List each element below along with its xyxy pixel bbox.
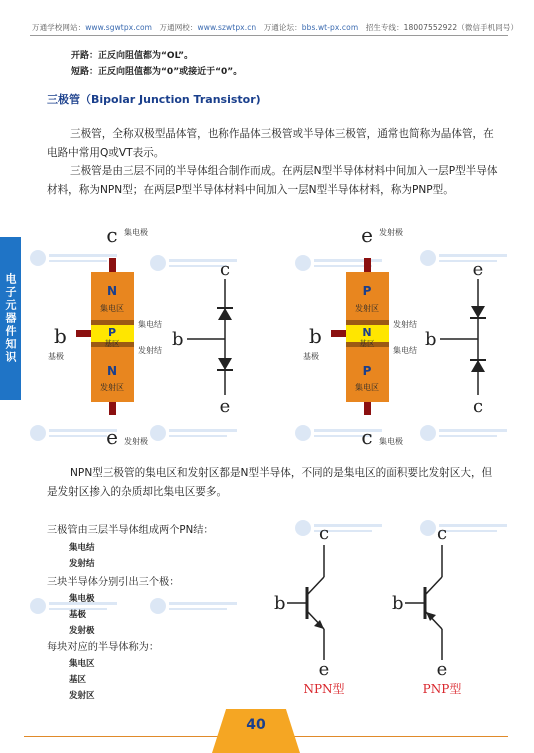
npn-top-letter: N <box>106 284 118 298</box>
page-number: 40 <box>246 717 266 733</box>
paragraph-structure: 三极管是由三层不同的半导体组合制作而成。在两层N型半导体材料中间加入一层P型半导体材料，称为NPN型；在两层P型半导体材料中间加入一层N型半导体材料，称为PNP型。 <box>47 165 498 196</box>
list-item: 集电结 <box>69 543 95 553</box>
list-item: 集电极 <box>69 594 95 604</box>
diode-triangle-icon <box>471 360 485 372</box>
diode-triangle-icon <box>218 358 232 370</box>
pnp-e-terminal: e <box>361 223 373 247</box>
npn-symbol-b: b <box>274 593 286 614</box>
open-label: 开路： <box>71 51 99 61</box>
npn-mid-region: 基区 <box>104 339 120 348</box>
open-circuit-line <box>71 48 193 61</box>
npn-collector-name: 集电极 <box>124 228 148 237</box>
pn-junctions-title: 三极管由三层半导体组成两个PN结： <box>47 525 214 536</box>
pnp-collector-junction: 集电结 <box>393 346 417 355</box>
short-text: 正反向阻值都为“0”或接近于“0”。 <box>98 67 243 77</box>
npn-b-terminal: b <box>54 324 67 348</box>
npn-eq-b: b <box>172 329 184 350</box>
npn-c-terminal: c <box>106 223 118 247</box>
npn-collector-junction: 集电结 <box>138 320 162 329</box>
list-item: 发射区 <box>69 691 95 701</box>
npn-mid-letter: P <box>107 326 117 339</box>
list-item: 基区 <box>69 675 87 685</box>
pnp-structure <box>303 223 486 449</box>
list-item: 集电区 <box>69 659 95 669</box>
pnp-eq-bottom: c <box>472 396 484 417</box>
header-forum-label: 万通论坛： <box>263 23 302 32</box>
intro-paragraphs <box>47 125 499 199</box>
page-header <box>32 22 518 33</box>
header-phone: 招生专线：18007552922（微信手机同号） <box>365 23 519 32</box>
npn-structure <box>48 223 233 449</box>
npn-emitter-junction: 发射结 <box>138 346 162 355</box>
pnp-b-terminal: b <box>309 324 322 348</box>
npn-e-terminal: e <box>106 425 118 449</box>
pnp-top-region: 发射区 <box>355 304 379 313</box>
npn-emitter-lead <box>109 402 116 415</box>
transistor-structure-diagram <box>0 215 534 455</box>
npn-bottom-region: 发射区 <box>100 383 124 392</box>
section-title: 三极管（Bipolar Junction Transistor) <box>47 93 261 106</box>
diode-triangle-icon <box>218 308 232 320</box>
pnp-bottom-region: 集电区 <box>355 383 379 392</box>
npn-collector-junction-band <box>91 320 134 325</box>
npn-base-name: 基极 <box>48 352 64 361</box>
header-netschool-link[interactable]: www.szwtpx.cn <box>197 23 257 32</box>
header-netschool-label: 万通网校： <box>159 23 198 32</box>
pnp-symbol <box>392 523 461 696</box>
pnp-emitter-lead <box>364 258 371 272</box>
npn-emitter-name: 发射极 <box>124 437 148 446</box>
npn-top-region: 集电区 <box>100 304 124 313</box>
pnp-eq-b: b <box>425 329 437 350</box>
emitter-arrow-icon <box>314 620 324 629</box>
list-item: 发射结 <box>69 559 95 569</box>
regions-title: 每块对应的半导体称为： <box>47 642 160 653</box>
diode-triangle-icon <box>471 306 485 318</box>
npn-eq-top: c <box>219 259 231 280</box>
paragraph-npn-regions: NPN型三极管的集电区和发射区都是N型半导体，不同的是集电区的面积要比发射区大，但是发射区掺入的杂质却比集电区要多。 <box>47 467 493 498</box>
npn-eq-bottom: e <box>219 396 231 417</box>
header-forum-link[interactable]: bbs.wt-px.com <box>301 23 359 32</box>
npn-bottom-letter: N <box>106 364 118 378</box>
poles-title: 三块半导体分别引出三个极： <box>47 577 180 588</box>
pnp-eq-top: e <box>472 259 484 280</box>
pnp-collector-name: 集电极 <box>379 437 403 446</box>
list-item: 基极 <box>69 610 87 620</box>
short-label: 短路： <box>71 67 99 77</box>
pnp-diode-equivalent <box>425 259 486 417</box>
pnp-mid-letter: N <box>362 326 372 339</box>
npn-symbol-e: e <box>318 659 330 680</box>
pnp-emitter-junction: 发射结 <box>393 320 417 329</box>
npn-symbol <box>274 523 345 696</box>
pnp-symbol-label: PNP型 <box>422 682 462 696</box>
npn-symbol-label: NPN型 <box>303 682 345 696</box>
npn-collector-lead <box>109 258 116 272</box>
emitter-arrow-icon <box>426 612 436 621</box>
pnp-top-letter: P <box>362 284 372 298</box>
header-site-label: 万通学校网站： <box>32 23 86 32</box>
npn-symbol-c: c <box>318 523 330 544</box>
pnp-symbol-e: e <box>436 659 448 680</box>
npn-description <box>47 464 499 501</box>
pnp-collector-lead <box>364 402 371 415</box>
pnp-emitter-junction-band <box>346 320 389 325</box>
pnp-symbol-c: c <box>436 523 448 544</box>
pnp-c-terminal: c <box>361 425 373 449</box>
paragraph-definition: 三极管，全称双极型晶体管，也称作晶体三极管或半导体三极管，通常也简称为晶体管，在电路中常用Q或VT表示。 <box>47 128 494 159</box>
npn-base-lead <box>76 330 91 337</box>
pnp-base-lead <box>331 330 346 337</box>
header-divider <box>30 35 508 36</box>
side-tab[interactable]: 电子元器件知识 <box>0 237 21 400</box>
header-site-link[interactable]: www.sgwtpx.com <box>85 23 153 32</box>
transistor-symbols <box>0 515 534 705</box>
pnp-emitter-name: 发射极 <box>379 228 403 237</box>
pnp-bottom-letter: P <box>362 364 372 378</box>
list-item: 发射极 <box>69 626 95 636</box>
pnp-mid-region: 基区 <box>359 339 375 348</box>
short-circuit-line <box>71 64 242 77</box>
npn-diode-equivalent <box>172 259 233 417</box>
pnp-symbol-b: b <box>392 593 404 614</box>
open-text: 正反向阻值都为“OL”。 <box>98 51 194 61</box>
pnp-base-name: 基极 <box>303 352 319 361</box>
